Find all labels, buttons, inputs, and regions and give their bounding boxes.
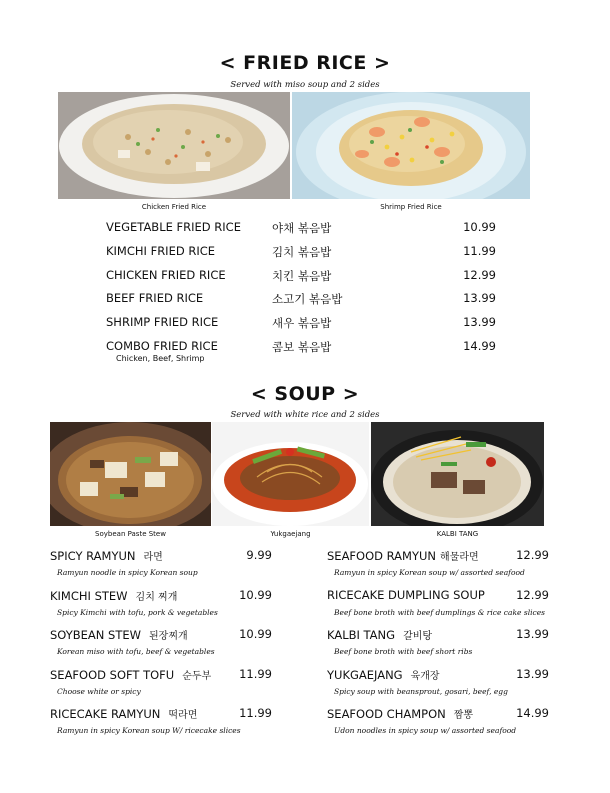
soup-item (327, 627, 549, 663)
soup-item (50, 627, 272, 663)
soup-item (327, 588, 549, 624)
shrimp-fried-rice-photo (292, 92, 530, 199)
soup-title: < SOUP > (250, 383, 360, 405)
fried-rice-title: < FRIED RICE > (219, 52, 391, 74)
fried-rice-item (106, 220, 496, 238)
item-korean-name: 해물라면 (440, 552, 479, 563)
item-price: 14.99 (516, 706, 549, 720)
item-price: 12.99 (463, 268, 496, 282)
item-name: KALBI TANG (327, 628, 396, 642)
item-price: 11.99 (239, 667, 272, 681)
item-korean-name: 떡라면 (168, 710, 198, 721)
item-name: SPICY RAMYUN (50, 549, 136, 563)
item-price: 11.99 (239, 706, 272, 720)
item-description: Ramyun in spicy Korean soup w/ assorted seafood (334, 568, 525, 577)
item-name: VEGETABLE FRIED RICE (106, 220, 241, 234)
item-price: 11.99 (463, 244, 496, 258)
item-price: 12.99 (516, 588, 549, 602)
soup-item (50, 548, 272, 584)
yukgaejang-photo (212, 422, 369, 526)
item-price: 10.99 (463, 220, 496, 234)
item-price: 13.99 (516, 627, 549, 641)
soup-item (50, 588, 272, 624)
item-korean-name: 야채 볶음밥 (272, 221, 332, 235)
item-korean-name: 순두부 (182, 671, 212, 682)
item-korean-name: 된장찌개 (149, 631, 188, 642)
item-description: Choose white or spicy (57, 687, 141, 696)
item-description: Ramyun in spicy Korean soup W/ ricecake slices (57, 726, 241, 735)
item-name: CHICKEN FRIED RICE (106, 268, 226, 282)
item-korean-name: 짬뽕 (453, 710, 474, 721)
item-description: Udon noodles in spicy soup w/ assorted seafood (334, 726, 517, 735)
item-description: Ramyun noodle in spicy Korean soup (57, 568, 198, 577)
kalbi-tang-photo (371, 422, 544, 526)
fried-rice-item (106, 244, 496, 262)
yukgaejang-caption: Yukgaejang (270, 530, 311, 538)
item-name: SHRIMP FRIED RICE (106, 315, 219, 329)
soybean-paste-stew-caption: Soybean Paste Stew (95, 530, 166, 538)
item-name: COMBO FRIED RICE (106, 339, 218, 353)
soup-subtitle: Served with white rice and 2 sides (230, 410, 380, 420)
item-korean-name: 라면 (143, 552, 163, 563)
item-description: Korean miso with tofu, beef & vegetables (57, 647, 215, 656)
item-price: 13.99 (463, 291, 496, 305)
item-name: SOYBEAN STEW (50, 628, 141, 642)
item-price: 9.99 (246, 548, 272, 562)
fried-rice-item (106, 291, 496, 309)
item-name: YUKGAEJANG (327, 668, 403, 682)
item-description: Spicy soup with beansprout, gosari, beef, egg (334, 687, 508, 696)
item-name: BEEF FRIED RICE (106, 291, 204, 305)
item-price: 10.99 (239, 627, 272, 641)
item-korean-name: 갈비탕 (403, 631, 433, 642)
item-name: SEAFOOD SOFT TOFU (50, 668, 175, 682)
item-name: RICECAKE RAMYUN (50, 707, 161, 721)
item-name: KIMCHI STEW (50, 589, 128, 603)
item-korean-name: 소고기 볶음밥 (272, 292, 343, 306)
item-korean-name: 새우 볶음밥 (272, 316, 332, 330)
item-description: Spicy Kimchi with tofu, pork & vegetables (57, 608, 218, 617)
item-price: 13.99 (463, 315, 496, 329)
soup-item (327, 706, 549, 742)
item-korean-name: 콤보 볶음밥 (272, 340, 332, 354)
shrimp-fried-rice-caption: Shrimp Fried Rice (380, 203, 442, 211)
item-korean-name: 육개장 (410, 671, 440, 682)
soup-item (50, 667, 272, 703)
kalbi-tang-caption: KALBI TANG (436, 530, 479, 538)
chicken-fried-rice-photo (58, 92, 290, 199)
chicken-fried-rice-caption: Chicken Fried Rice (141, 203, 207, 211)
fried-rice-subtitle: Served with miso soup and 2 sides (230, 80, 380, 90)
fried-rice-item (106, 315, 496, 333)
item-korean-name: 김치 볶음밥 (272, 245, 332, 259)
item-name: KIMCHI FRIED RICE (106, 244, 216, 258)
item-korean-name: 치킨 볶음밥 (272, 269, 332, 283)
item-name: SEAFOOD RAMYUN (327, 549, 437, 563)
item-description: Beef bone broth with beef dumplings & rice cake slices (334, 608, 545, 617)
soup-item (327, 548, 549, 584)
item-price: 12.99 (516, 548, 549, 562)
fried-rice-item (106, 268, 496, 286)
item-price: 14.99 (463, 339, 496, 353)
soup-item (50, 706, 272, 742)
item-korean-name: 김치 찌개 (135, 592, 178, 603)
item-description: Beef bone broth with beef short ribs (334, 647, 473, 656)
item-name: RICECAKE DUMPLING SOUP (327, 588, 485, 602)
item-price: 10.99 (239, 588, 272, 602)
soup-item (327, 667, 549, 703)
soybean-paste-stew-photo (50, 422, 211, 526)
combo-note: Chicken, Beef, Shrimp (116, 354, 205, 363)
item-name: SEAFOOD CHAMPON (327, 707, 446, 721)
item-price: 13.99 (516, 667, 549, 681)
